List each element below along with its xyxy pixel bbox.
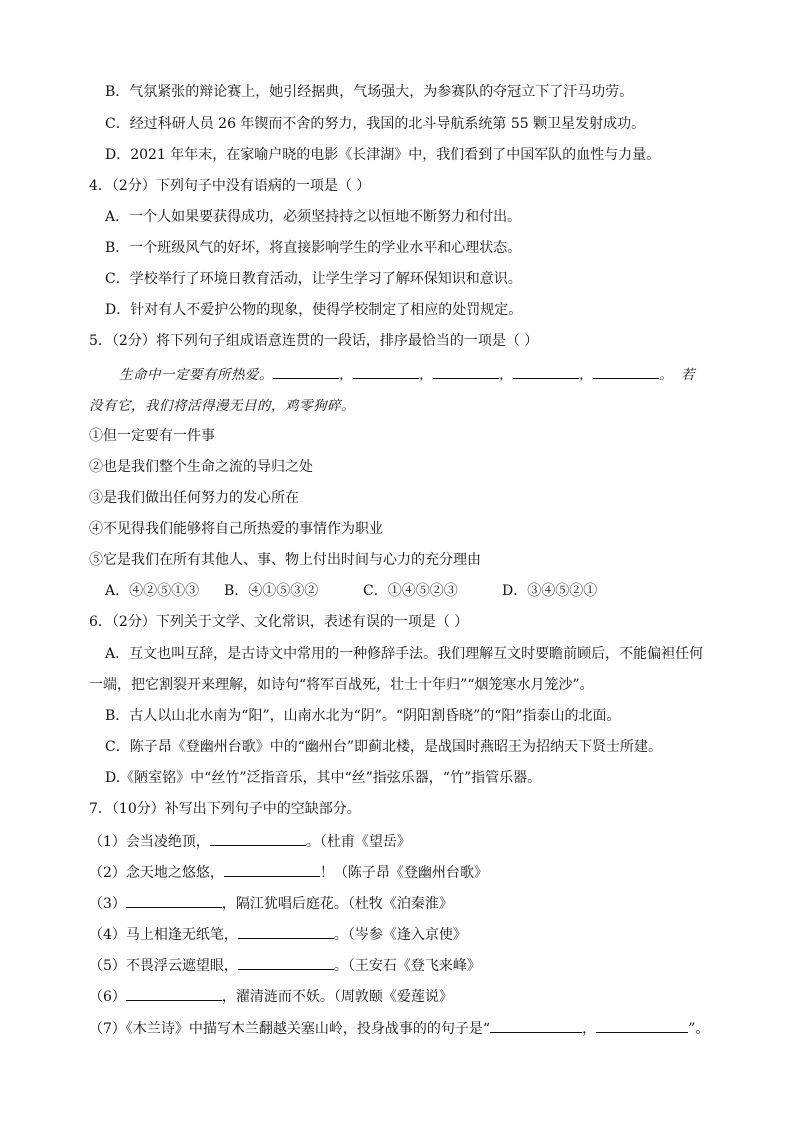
q5-item-4: ④不见得我们能够将自己所热爱的事情作为职业 xyxy=(89,521,383,537)
comma: ， xyxy=(579,367,593,383)
q7-blank-5 xyxy=(238,955,334,970)
q4-option-b: B．一个班级风气的好坏，将直接影响学生的学业水平和心理状态。 xyxy=(105,240,522,256)
q5-blank-1 xyxy=(273,364,339,379)
q6-option-a-line-2: 一端，把它割裂开来理解，如诗句“将军百战死，壮士十年归”“烟笼寒水月笼沙”。 xyxy=(89,677,594,693)
q3-option-b: B．气氛紧张的辩论赛上，她引经据典，气场强大，为参赛队的夺冠立下了汗马功劳。 xyxy=(105,84,634,100)
comma: ， xyxy=(419,367,433,383)
comma: ， xyxy=(499,367,513,383)
q7-sentence-7 xyxy=(89,1018,709,1039)
q7-s1-prefix: （1）会当凌绝顶， xyxy=(89,834,210,850)
q7-sentence-5 xyxy=(89,955,481,976)
q5-choice-b: B．④①⑤③② xyxy=(224,583,319,599)
q7-blank-1 xyxy=(210,831,306,846)
period: 。 xyxy=(659,367,673,383)
q5-blank-5 xyxy=(593,364,659,379)
q5-item-3: ③是我们做出任何努力的发心所在 xyxy=(89,490,299,506)
q4-option-c: C．学校举行了环境日教育活动，让学生学习了解环保知识和意识。 xyxy=(105,271,522,287)
q7-sentence-6 xyxy=(89,986,453,1007)
q7-sentence-3 xyxy=(89,893,453,914)
q6-stem: 6．（2分）下列关于文学、文化常识，表述有误的一项是（ ） xyxy=(89,614,469,630)
q4-option-a: A．一个人如果要获得成功，必须坚持持之以恒地不断努力和付出。 xyxy=(105,209,522,225)
q5-passage-line-2: 没有它，我们将活得漫无目的，鸡零狗碎。 xyxy=(89,398,355,414)
q7-s3-suffix: ，隔江犹唱后庭花。（杜牧《泊秦淮》 xyxy=(221,896,453,912)
q7-blank-6 xyxy=(126,986,222,1001)
q3-option-c: C．经过科研人员 26 年锲而不舍的努力，我国的北斗导航系统第 55 颗卫星发射成功。 xyxy=(105,116,646,132)
q7-s7-prefix: （7）《木兰诗》中描写木兰翻越关塞山岭，投身战事的的句子是“ xyxy=(89,1021,491,1037)
q7-s5-suffix: 。（王安石《登飞来峰》 xyxy=(333,958,481,974)
q7-blank-3 xyxy=(126,893,222,908)
q5-passage-start: 生命中一定要有所热爱。 xyxy=(119,367,273,383)
q5-item-5: ⑤它是我们在所有其他人、事、物上付出时间与心力的充分理由 xyxy=(89,552,481,568)
q7-blank-4 xyxy=(238,924,334,939)
q7-sentence-4 xyxy=(89,924,467,945)
q7-s2-prefix: （2）念天地之悠悠， xyxy=(89,865,224,881)
q7-s6-prefix: （6） xyxy=(89,989,126,1005)
q5-blank-3 xyxy=(433,364,499,379)
q6-option-d: D.《陋室铭》中“丝竹”泛指音乐，其中“丝”指弦乐器，“竹”指管乐器。 xyxy=(105,770,542,786)
comma: ， xyxy=(339,367,353,383)
q7-sentence-1 xyxy=(89,831,411,852)
q7-s1-suffix: 。（杜甫《望岳》 xyxy=(305,834,411,850)
q7-s4-suffix: 。（岑参《逢入京使》 xyxy=(333,927,467,943)
q7-blank-7b xyxy=(596,1018,688,1033)
q5-choice-c: C．①④⑤②③ xyxy=(363,583,458,599)
q3-option-d: D．2021 年年末，在家喻户晓的电影《长津湖》中，我们看到了中国军队的血性与力量。 xyxy=(105,147,661,163)
q7-s3-prefix: （3） xyxy=(89,896,126,912)
q5-passage-line-1 xyxy=(119,364,695,385)
q7-s4-prefix: （4）马上相逢无纸笔， xyxy=(89,927,238,943)
q7-blank-2 xyxy=(224,862,320,877)
q5-item-1: ①但一定要有一件事 xyxy=(89,428,215,444)
q7-blank-7a xyxy=(490,1018,582,1033)
q5-choice-d: D．③④⑤②① xyxy=(502,583,598,599)
q7-sentence-2 xyxy=(89,862,488,883)
comma: ， xyxy=(582,1021,597,1037)
q5-item-2: ②也是我们整个生命之流的导归之处 xyxy=(89,459,313,475)
q6-option-c: C．陈子昂《登幽州台歌》中的“幽州台”即蓟北楼，是战国时燕昭王为招纳天下贤士所建。 xyxy=(105,739,663,755)
q7-s6-suffix: ，濯清涟而不妖。（周敦颐《爱莲说》 xyxy=(221,989,453,1005)
q4-stem: 4．（2分）下列句子中没有语病的一项是（ ） xyxy=(89,178,371,194)
q5-stem: 5．（2分）将下列句子组成语意连贯的一段话，排序最恰当的一项是（ ） xyxy=(89,333,539,349)
q5-choice-a: A．④②⑤①③ xyxy=(105,583,200,599)
q4-option-d: D．针对有人不爱护公物的现象，使得学校制定了相应的处罚规定。 xyxy=(105,302,523,318)
q7-stem: 7．（10分）补写出下列句子中的空缺部分。 xyxy=(89,801,361,817)
q5-blank-4 xyxy=(513,364,579,379)
q6-option-a-line-1: A．互文也叫互辞，是古诗文中常用的一种修辞手法。我们理解互文时要瞻前顾后，不能偏袒任何 xyxy=(105,646,704,662)
q7-s2-suffix: ！（陈子昂《登幽州台歌》 xyxy=(319,865,488,881)
q5-passage-end-1: 若 xyxy=(681,367,695,383)
q7-s7-suffix: ”。 xyxy=(688,1021,710,1037)
q7-s5-prefix: （5）不畏浮云遮望眼， xyxy=(89,958,238,974)
q5-blank-2 xyxy=(353,364,419,379)
q6-option-b: B．古人以山北水南为“阳”，山南水北为“阴”。“阴阳割昏晓”的“阳”指泰山的北面。 xyxy=(105,708,621,724)
